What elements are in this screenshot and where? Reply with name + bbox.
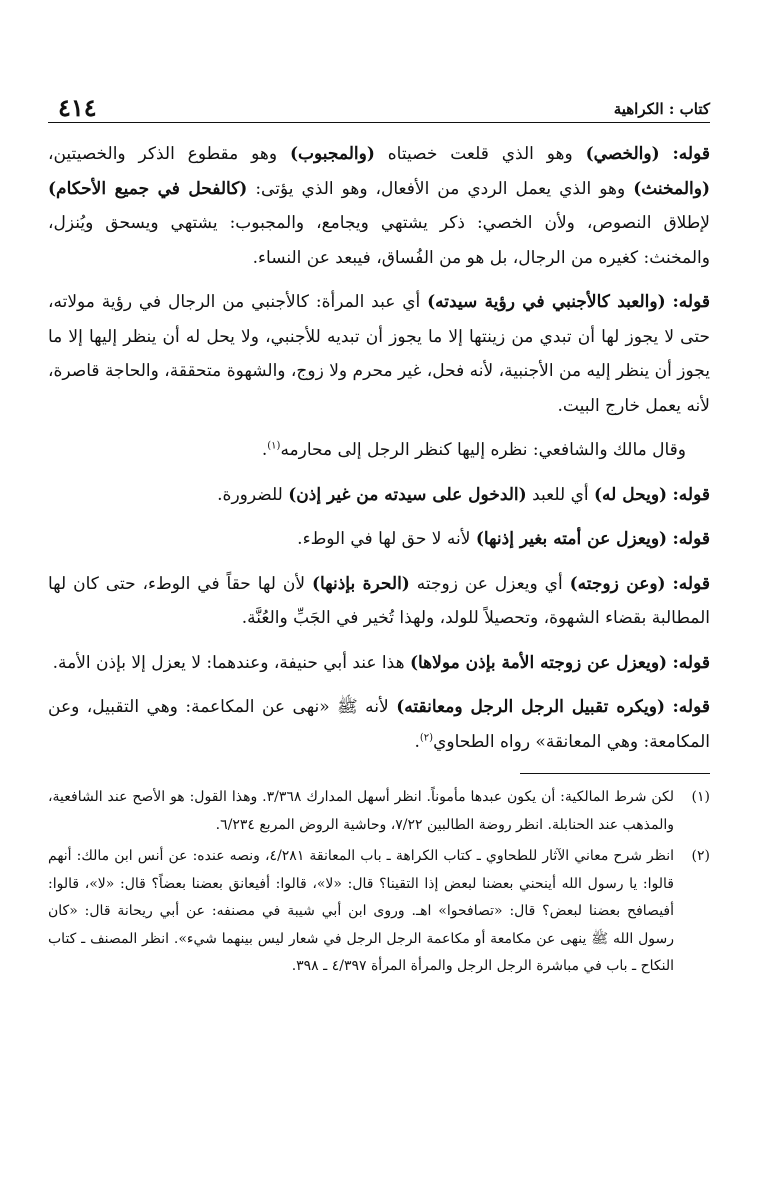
- footnotes: [48, 784, 710, 981]
- paragraph-lead: قوله:: [672, 652, 710, 673]
- main-text: [48, 137, 710, 759]
- paragraph-text: أي للعبد: [526, 484, 595, 505]
- footnote-separator: [520, 773, 710, 774]
- footnote-item: [48, 784, 710, 839]
- chapter-title: كتاب : الكراهية: [613, 100, 710, 118]
- footnote-text: لكن شرط المالكية: أن يكون عبدها مأموناً. انظر أسهل المدارك ٣/٣٦٨. وهذا القول: هو الأصح عند الشافعية، والمذهب عند الحنابلة. انظر روضة الطالبين ٧/٢٢، وحاشية الروض المربع ٦/٢٣٤.: [48, 789, 674, 833]
- paragraph-text: وهو الذي قلعت خصيتاه: [374, 144, 586, 164]
- paragraph-text: لإطلاق النصوص، ولأن الخصي: ذكر يشتهي ويجامع، والمجبوب: يشتهي ويسحق ويُنزل، والمخنث: كغيره من الرجال، بل هو من الفُساق، فيبعد عن النساء.: [48, 213, 710, 268]
- quoted-term: (والخصي): [585, 144, 660, 164]
- quoted-term: (والعبد كالأجنبي في رؤية سيدته): [427, 292, 666, 312]
- paragraph-7: [48, 646, 710, 681]
- paragraph-text: لأنه لا حق لها في الوطء.: [297, 529, 476, 549]
- page-header: [48, 88, 710, 123]
- quoted-term: (كالفحل في جميع الأحكام): [48, 178, 248, 199]
- paragraph-lead: قوله:: [672, 573, 710, 594]
- quoted-term: (الحرة بإذنها): [311, 573, 410, 594]
- paragraph-text: وهو الذي يعمل الردي من الأفعال، وهو الذي يؤتى:: [247, 178, 634, 199]
- paragraph-text: أي عبد المرأة: كالأجنبي من الرجال في رؤية مولاته، حتى لا يجوز لها أن تبدي من زينتها إلا ما يجوز أن تبديه للأجنبي، ولا يحل له أن ينظر إليها إلا ما يجوز أن ينظر إليه من الأجنبية، لأنه فحل، غير محرم ولا زوج، والشهوة متحققة، والحاجة قاصرة، لأنه يعمل خارج البيت.: [48, 292, 710, 416]
- paragraph-text: وهو مقطوع الذكر والخصيتين،: [48, 144, 290, 164]
- paragraph-text: هذا عند أبي حنيفة، وعندهما: لا يعزل إلا بإذن الأمة.: [52, 652, 410, 673]
- paragraph-6: [48, 567, 710, 636]
- paragraph-text: لأن لها حقاً في الوطء، حتى كان لها المطالبة بقضاء الشهوة، وتحصيلاً للولد، ولهذا تُخير في الجَبِّ والعُنَّة.: [48, 573, 710, 628]
- paragraph-3: [48, 433, 710, 468]
- footnote-ref[interactable]: (٢): [419, 731, 434, 743]
- quoted-term: (ويعزل عن زوجته الأمة بإذن مولاها): [409, 652, 668, 673]
- paragraph-lead: قوله:: [672, 484, 710, 505]
- footnote-number: (١): [691, 789, 710, 805]
- paragraph-lead: قوله:: [672, 697, 710, 717]
- quoted-term: (ويحل له): [594, 484, 668, 505]
- paragraph-2: [48, 285, 710, 423]
- paragraph-text: وقال مالك والشافعي: نظره إليها كنظر الرجل إلى محارمه: [280, 440, 686, 460]
- paragraph-1: [48, 137, 710, 275]
- paragraph-lead: قوله:: [672, 292, 710, 312]
- quoted-term: (والمخنث): [633, 178, 711, 199]
- paragraph-text: للضرورة.: [217, 484, 289, 505]
- footnote-number: (٢): [691, 848, 710, 864]
- paragraph-text: .: [414, 731, 420, 752]
- paragraph-text: لأنه ﷺ «نهى عن المكاعمة: وهي التقبيل، وعن المكامعة: وهي المعانقة» رواه الطحاوي: [48, 697, 710, 752]
- footnote-item: [48, 843, 710, 981]
- quoted-term: (والمجبوب): [289, 144, 375, 164]
- paragraph-text: .: [261, 440, 268, 460]
- quoted-term: (وعن زوجته): [569, 573, 666, 594]
- paragraph-8: [48, 690, 710, 759]
- paragraph-lead: قوله:: [672, 529, 710, 549]
- page-number: ٤١٤: [58, 93, 97, 122]
- paragraph-lead: قوله:: [672, 144, 711, 164]
- paragraph-4: [48, 478, 710, 513]
- quoted-term: (ويكره تقبيل الرجل الرجل ومعانقته): [396, 697, 666, 717]
- book-page: [48, 88, 710, 985]
- quoted-term: (ويعزل عن أمته بغير إذنها): [475, 529, 668, 549]
- footnote-text: انظر شرح معاني الآثار للطحاوي ـ كتاب الكراهة ـ باب المعانقة ٤/٢٨١، ونصه عنده: عن أنس ابن مالك: أنهم قالوا: يا رسول الله أينحني بعضنا لبعض إذا التقينا؟ قال: «لا»، قالوا: أفيعانق بعضنا بعضاً؟ قال: «لا»، قالوا: أفيصافح بعضنا لبعض؟ قال: «تصافحوا» اهـ. وروى ابن أبي شيبة في مصنفه: عن أبي ريحانة قال: «كان رسول الله ﷺ ينهى عن مكامعة أو مكاعمة الرجل الرجل في شعار ليس بينهما شيء». انظر المصنف ـ كتاب النكاح ـ باب في مباشرة الرجل الرجل والمرأة المرأة ٤/٣٩٧ ـ ٣٩٨.: [48, 848, 674, 974]
- paragraph-text: أي ويعزل عن زوجته: [409, 573, 570, 594]
- footnote-ref[interactable]: (١): [267, 440, 281, 452]
- quoted-term: (الدخول على سيدته من غير إذن): [288, 484, 527, 505]
- paragraph-5: [48, 522, 710, 557]
